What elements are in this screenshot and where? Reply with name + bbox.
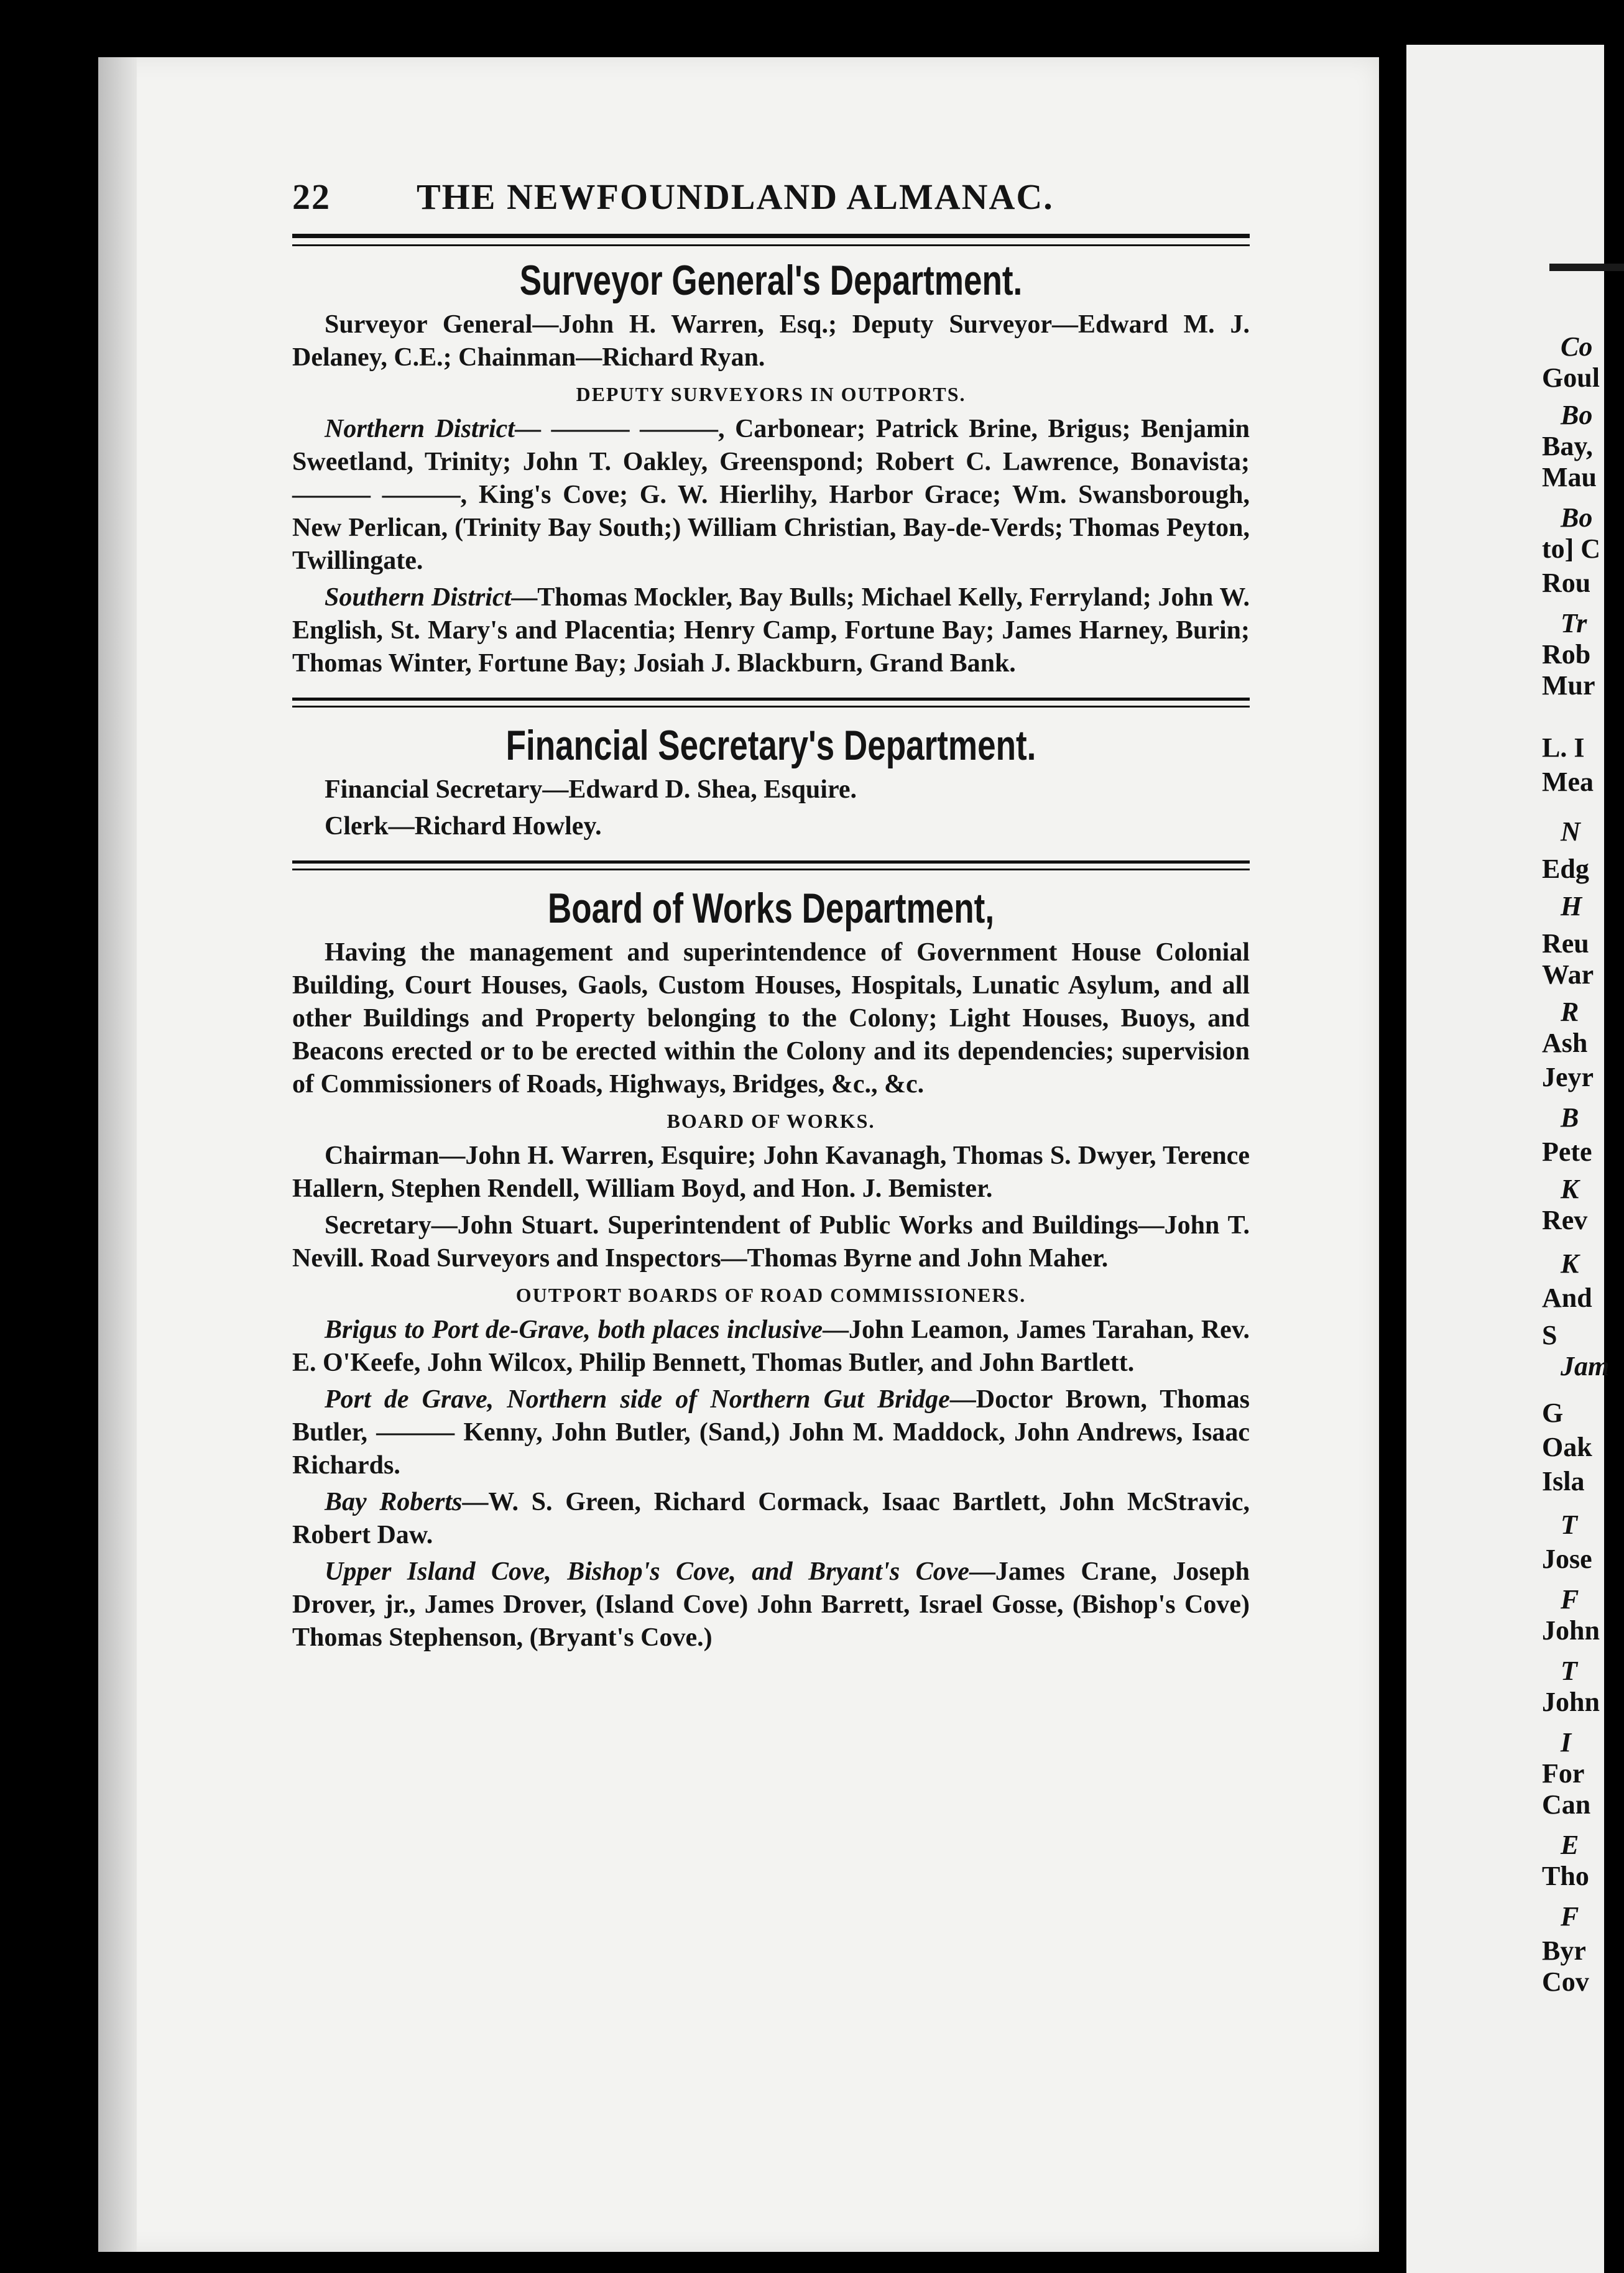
section-rule xyxy=(292,860,1250,870)
adjacent-page-fragment-text: Bo xyxy=(1561,502,1593,533)
page-content xyxy=(292,177,1250,1654)
adjacent-page-fragment-text: T xyxy=(1561,1656,1577,1686)
adjacent-page-fragment-text: Can xyxy=(1542,1789,1591,1820)
adjacent-page-fragment-text: Tr xyxy=(1561,608,1587,639)
adjacent-page-fragment-text: Co xyxy=(1561,331,1593,362)
adjacent-page-fragment-text: For xyxy=(1542,1758,1585,1789)
northern-district-paragraph xyxy=(292,413,1250,578)
adjacent-page-fragment-text: Edg xyxy=(1542,854,1589,884)
southern-district-paragraph xyxy=(292,581,1250,680)
board-place: Upper Island Cove, Bishop's Cove, and Bryant's Cove xyxy=(325,1557,969,1586)
adjacent-page-fragment-text: Bay, xyxy=(1542,431,1593,461)
adjacent-page-fragment-text: G xyxy=(1542,1398,1564,1428)
outport-boards-heading: OUTPORT BOARDS OF ROAD COMMISSIONERS. xyxy=(515,1284,1027,1306)
surveyor-intro: Surveyor General—John H. Warren, Esq.; Deputy Surveyor—Edward M. J. Delaney, C.E.; Chainman—Richard Ryan. xyxy=(292,310,1250,372)
works-intro: Having the management and superintendence of Government House Colonial Building, Court Houses, Gaols, Custom Houses, Hospitals, Lunatic Asylum, and all other Buildings and Property belonging to the Colony; Light Houses, Buoys, and Beacons erected or to be erected within the Colony and its dependencies; supervision of Commissioners of Roads, Highways, Bridges, &c., &c. xyxy=(292,938,1250,1099)
adjacent-page-fragment-text: War xyxy=(1542,959,1594,990)
adjacent-page-fragment-text: I xyxy=(1561,1727,1572,1758)
financial-clerk: Clerk—Richard Howley. xyxy=(325,812,602,841)
adjacent-page-fragment-text: Bo xyxy=(1561,400,1593,430)
adjacent-page-fragment-text: Mea xyxy=(1542,767,1594,797)
adjacent-page-fragment-text: T xyxy=(1561,1510,1577,1540)
adjacent-page-fragment-text: John xyxy=(1542,1687,1600,1717)
adjacent-page-fragment-text: B xyxy=(1561,1102,1579,1133)
adjacent-page-fragment-text: Rev xyxy=(1542,1205,1588,1235)
adjacent-page-fragment-text: Oak xyxy=(1542,1432,1592,1462)
board-members: —James Crane, Joseph Drover, jr., James Drover, (Island Cove) John Barrett, Israel Gosse, (Bishop's Cove) Thomas Stephenson, (Bryant's Cove.) xyxy=(292,1557,1250,1652)
adjacent-page-fragment-text: F xyxy=(1561,1901,1579,1932)
adjacent-page-fragment-text: Rob xyxy=(1542,639,1591,670)
adjacent-page-fragment-text: Jose xyxy=(1542,1544,1592,1574)
board-place: Port de Grave, Northern side of Northern Gut Bridge xyxy=(325,1385,950,1414)
adjacent-page-fragment-text: Isla xyxy=(1542,1466,1585,1496)
deputy-surveyors-heading: DEPUTY SURVEYORS IN OUTPORTS. xyxy=(576,383,966,405)
adjacent-page-fragment-text: Goul xyxy=(1542,362,1600,393)
surveyor-title: Surveyor General's Department. xyxy=(519,257,1023,304)
board-of-works-heading: BOARD OF WORKS. xyxy=(667,1110,875,1132)
works-title: Board of Works Department, xyxy=(547,885,995,932)
adjacent-page-fragment-text: F xyxy=(1561,1584,1579,1615)
adjacent-page-fragment-text: R xyxy=(1561,997,1579,1027)
adjacent-page-fragment-text: H xyxy=(1561,891,1582,921)
financial-title: Financial Secretary's Department. xyxy=(505,722,1036,769)
header-rule xyxy=(292,234,1250,246)
board-entry xyxy=(292,1383,1250,1482)
financial-secretary: Financial Secretary—Edward D. Shea, Esquire. xyxy=(325,775,857,804)
adjacent-page-fragment-text: Pete xyxy=(1542,1136,1592,1167)
board-place: Brigus to Port de-Grave, both places inclusive xyxy=(325,1316,823,1344)
page-number: 22 xyxy=(292,177,331,217)
northern-district-label: Northern District xyxy=(325,415,515,443)
adjacent-page-fragment-text: Tho xyxy=(1542,1861,1589,1891)
adjacent-page-fragment-text: K xyxy=(1561,1248,1579,1279)
adjacent-page-rule xyxy=(1549,264,1624,271)
adjacent-page-fragment-text: S xyxy=(1542,1320,1557,1350)
northern-district-text: — ——— ———, Carbonear; Patrick Brine, Brigus; Benjamin Sweetland, Trinity; John T. Oakley, Greenspond; Robert C. Lawrence, Bonavista; ——— ———, King's Cove; G. W. Hierlihy, Harbor Grace; Wm. Swansborough, New Perlican, (Trinity Bay South;) William Christian, Bay-de-Verds; Thomas Peyton, Twillingate. xyxy=(292,415,1250,575)
board-entry xyxy=(292,1556,1250,1654)
adjacent-page-fragment-text: Jam xyxy=(1561,1351,1610,1381)
adjacent-page-fragment-text: John xyxy=(1542,1615,1600,1646)
adjacent-page-fragment-text: Jeyr xyxy=(1542,1062,1594,1092)
adjacent-page-fragment-text: L. I xyxy=(1542,732,1585,763)
running-title: THE NEWFOUNDLAND ALMANAC. xyxy=(417,177,1054,217)
adjacent-page-fragment-text: Mur xyxy=(1542,670,1595,701)
board-place: Bay Roberts xyxy=(325,1488,463,1516)
adjacent-page-fragment-text: Mau xyxy=(1542,462,1597,492)
southern-district-label: Southern District xyxy=(325,583,512,612)
board-entry xyxy=(292,1314,1250,1380)
running-header xyxy=(292,177,1250,225)
adjacent-page-fragment xyxy=(1406,45,1610,2273)
southern-district-text: —Thomas Mockler, Bay Bulls; Michael Kelly, Ferryland; John W. English, St. Mary's and Placentia; Henry Camp, Fortune Bay; James Harney, Burin; Thomas Winter, Fortune Bay; Josiah J. Blackburn, Grand Bank. xyxy=(292,583,1250,678)
adjacent-page-fragment-text: Byr xyxy=(1542,1935,1586,1966)
adjacent-page-fragment-text: E xyxy=(1561,1830,1579,1860)
adjacent-page-fragment-text: K xyxy=(1561,1174,1579,1204)
adjacent-page-fragment-text: Cov xyxy=(1542,1966,1589,1997)
board-members: —John Leamon, James Tarahan, Rev. E. O'Keefe, John Wilcox, Philip Bennett, Thomas Butler, and John Bartlett. xyxy=(292,1316,1250,1377)
works-chairman: Chairman—John H. Warren, Esquire; John Kavanagh, Thomas S. Dwyer, Terence Hallern, Stephen Rendell, William Boyd, and Hon. J. Bemister. xyxy=(292,1141,1250,1203)
adjacent-page-fragment-text: Ash xyxy=(1542,1028,1588,1058)
works-secretary: Secretary—John Stuart. Superintendent of Public Works and Buildings—John T. Nevill. Road Surveyors and Inspectors—Thomas Byrne and John Maher. xyxy=(292,1211,1250,1273)
adjacent-page-fragment-text: Rou xyxy=(1542,568,1591,598)
section-rule xyxy=(292,698,1250,708)
adjacent-page-fragment-text: Reu xyxy=(1542,928,1589,959)
adjacent-page-fragment-text: to] C xyxy=(1542,533,1601,564)
board-members: —Doctor Brown, Thomas Butler, ——— Kenny, John Butler, (Sand,) John M. Maddock, John Andrews, Isaac Richards. xyxy=(292,1385,1250,1480)
board-entry xyxy=(292,1486,1250,1552)
page-binding-gutter xyxy=(98,57,137,2252)
board-members: —W. S. Green, Richard Cormack, Isaac Bartlett, John McStravic, Robert Daw. xyxy=(292,1488,1250,1549)
adjacent-page-fragment-text: And xyxy=(1542,1283,1592,1313)
adjacent-page-fragment-text: N xyxy=(1561,816,1580,847)
